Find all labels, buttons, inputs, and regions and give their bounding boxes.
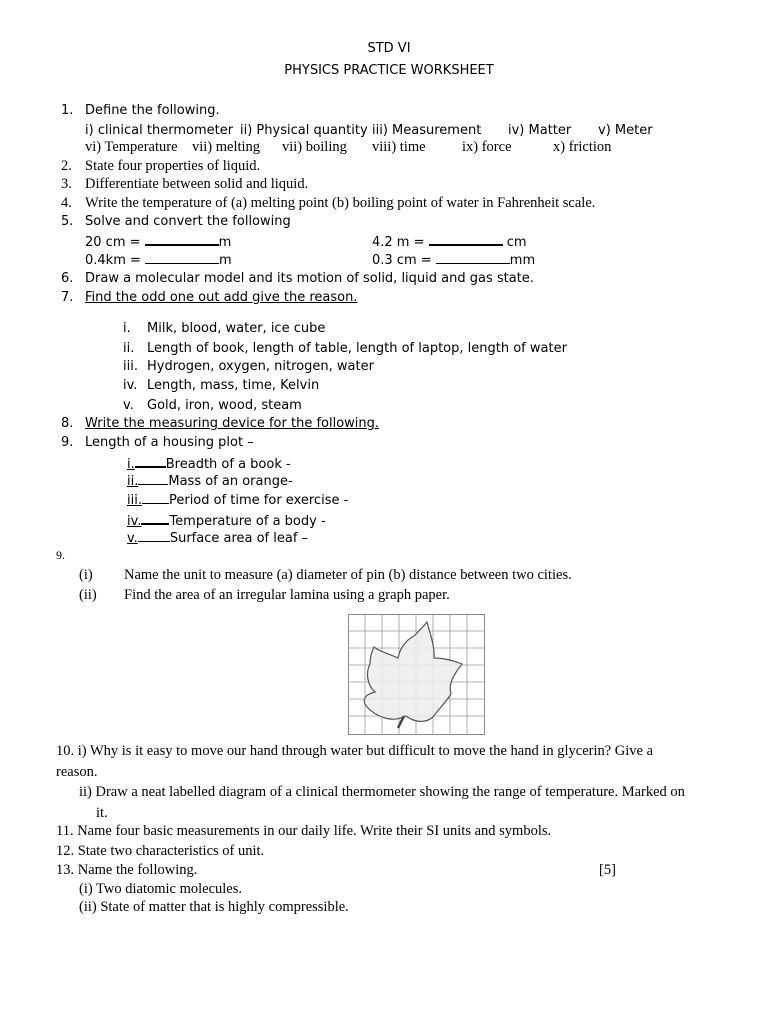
answer-blank (429, 232, 503, 246)
list-item-number: iv. (123, 378, 138, 393)
list-item-number: ii. (123, 341, 135, 356)
list-item-number: iii. (127, 493, 142, 508)
q2-text: State four properties of liquid. (85, 158, 261, 174)
q7-text: Find the odd one out add give the reason. (85, 290, 358, 305)
list-item-number: v. (123, 398, 134, 413)
answer-blank (142, 491, 169, 504)
q1-term: iii) Measurement (372, 123, 482, 138)
device-item (127, 454, 291, 473)
q13-text: 13. Name the following. (56, 862, 198, 878)
list-item: Length, mass, time, Kelvin (147, 378, 320, 393)
conversion-unit: cm (502, 235, 527, 250)
list-item-number: (i) (79, 567, 93, 583)
q3-number: 3. (61, 176, 72, 192)
list-item-number: i. (127, 457, 135, 472)
q5-text: Solve and convert the following (85, 214, 291, 229)
q10-line: 10. i) Why is it easy to move our hand through water but difficult to move the hand in glycerin? Give a (56, 743, 654, 759)
leaf-on-graph-paper-figure (348, 614, 485, 735)
q7-number: 7. (61, 290, 74, 305)
list-item-number: ii. (127, 474, 139, 489)
list-item-number: v. (127, 531, 138, 546)
conversion-left: 20 cm = (85, 235, 145, 250)
answer-blank (145, 232, 219, 246)
q1-term: i) clinical thermometer (85, 123, 234, 138)
q1-number: 1. (61, 103, 74, 118)
device-item-text: Surface area of leaf – (169, 531, 309, 546)
class-heading: STD VI (367, 41, 411, 56)
q9-text: Length of a housing plot – (85, 435, 254, 450)
q8-number: 8. (61, 416, 74, 431)
worksheet-title: PHYSICS PRACTICE WORKSHEET (284, 63, 494, 78)
list-item: Milk, blood, water, ice cube (147, 321, 326, 336)
q1-term: iv) Matter (508, 123, 572, 138)
q1-term: vi) Temperature (85, 139, 178, 155)
device-item (127, 472, 293, 490)
q1-term: ix) force (462, 139, 512, 155)
answer-blank (145, 251, 219, 264)
q6-text: Draw a molecular model and its motion of solid, liquid and gas state. (85, 271, 534, 286)
q9-number: 9. (61, 435, 74, 450)
q1-term: x) friction (553, 139, 612, 155)
q11-text: 11. Name four basic measurements in our daily life. Write their SI units and symbols. (56, 823, 552, 839)
q1-term: vii) melting (192, 139, 261, 155)
q2-number: 2. (61, 158, 72, 174)
list-item-number: iii. (123, 359, 138, 374)
q3-text: Differentiate between solid and liquid. (85, 176, 309, 192)
q6-number: 6. (61, 271, 74, 286)
device-item-text: Period of time for exercise - (168, 493, 349, 508)
list-item-number: iv. (127, 514, 142, 529)
q1-term: vii) boiling (282, 139, 347, 155)
answer-blank (135, 454, 166, 468)
conversion-unit: mm (509, 253, 536, 268)
device-item (127, 511, 326, 530)
list-item: (i) Two diatomic molecules. (79, 881, 243, 897)
list-item-number: i. (123, 321, 131, 336)
conversion-item (85, 232, 231, 251)
q1-term: viii) time (372, 139, 426, 155)
answer-blank (436, 251, 510, 264)
q1-term: v) Meter (598, 123, 653, 138)
answer-blank (141, 511, 169, 525)
conversion-left: 4.2 m = (372, 235, 429, 250)
list-item: Gold, iron, wood, steam (147, 398, 302, 413)
conversion-item (85, 251, 232, 269)
q1-term: ii) Physical quantity (240, 123, 368, 138)
answer-blank (138, 529, 170, 542)
list-item: Find the area of an irregular lamina using a graph paper. (124, 587, 450, 603)
q10-line: ii) Draw a neat labelled diagram of a clinical thermometer showing the range of temperature. Marked on (79, 784, 685, 800)
q10-line: it. (96, 805, 108, 821)
conversion-left: 0.3 cm = (372, 253, 436, 268)
q1-text: Define the following. (85, 103, 220, 118)
list-item: (ii) State of matter that is highly compressible. (79, 899, 349, 915)
list-item-number: (ii) (79, 587, 97, 603)
q4-text: Write the temperature of (a) melting point (b) boiling point of water in Fahrenheit scale. (85, 195, 596, 211)
conversion-item (372, 232, 527, 251)
conversion-item (372, 251, 535, 269)
q8-text: Write the measuring device for the following. (85, 416, 380, 431)
device-item-text: Breadth of a book - (165, 457, 291, 472)
device-item-text: Mass of an orange- (168, 474, 293, 489)
device-item (127, 491, 348, 509)
conversion-left: 0.4km = (85, 253, 146, 268)
conversion-unit: m (219, 253, 232, 268)
answer-blank (138, 472, 168, 485)
q9b-number: 9. (56, 548, 65, 562)
q4-number: 4. (61, 195, 72, 211)
list-item: Name the unit to measure (a) diameter of pin (b) distance between two cities. (124, 567, 572, 583)
q5-number: 5. (61, 214, 74, 229)
conversion-unit: m (218, 235, 232, 250)
list-item: Hydrogen, oxygen, nitrogen, water (147, 359, 374, 374)
list-item: Length of book, length of table, length of laptop, length of water (147, 341, 567, 356)
marks-label: [5] (599, 862, 616, 878)
q10-line: reason. (56, 764, 98, 780)
device-item-text: Temperature of a body - (169, 514, 326, 529)
device-item (127, 529, 308, 547)
q12-text: 12. State two characteristics of unit. (56, 843, 265, 859)
